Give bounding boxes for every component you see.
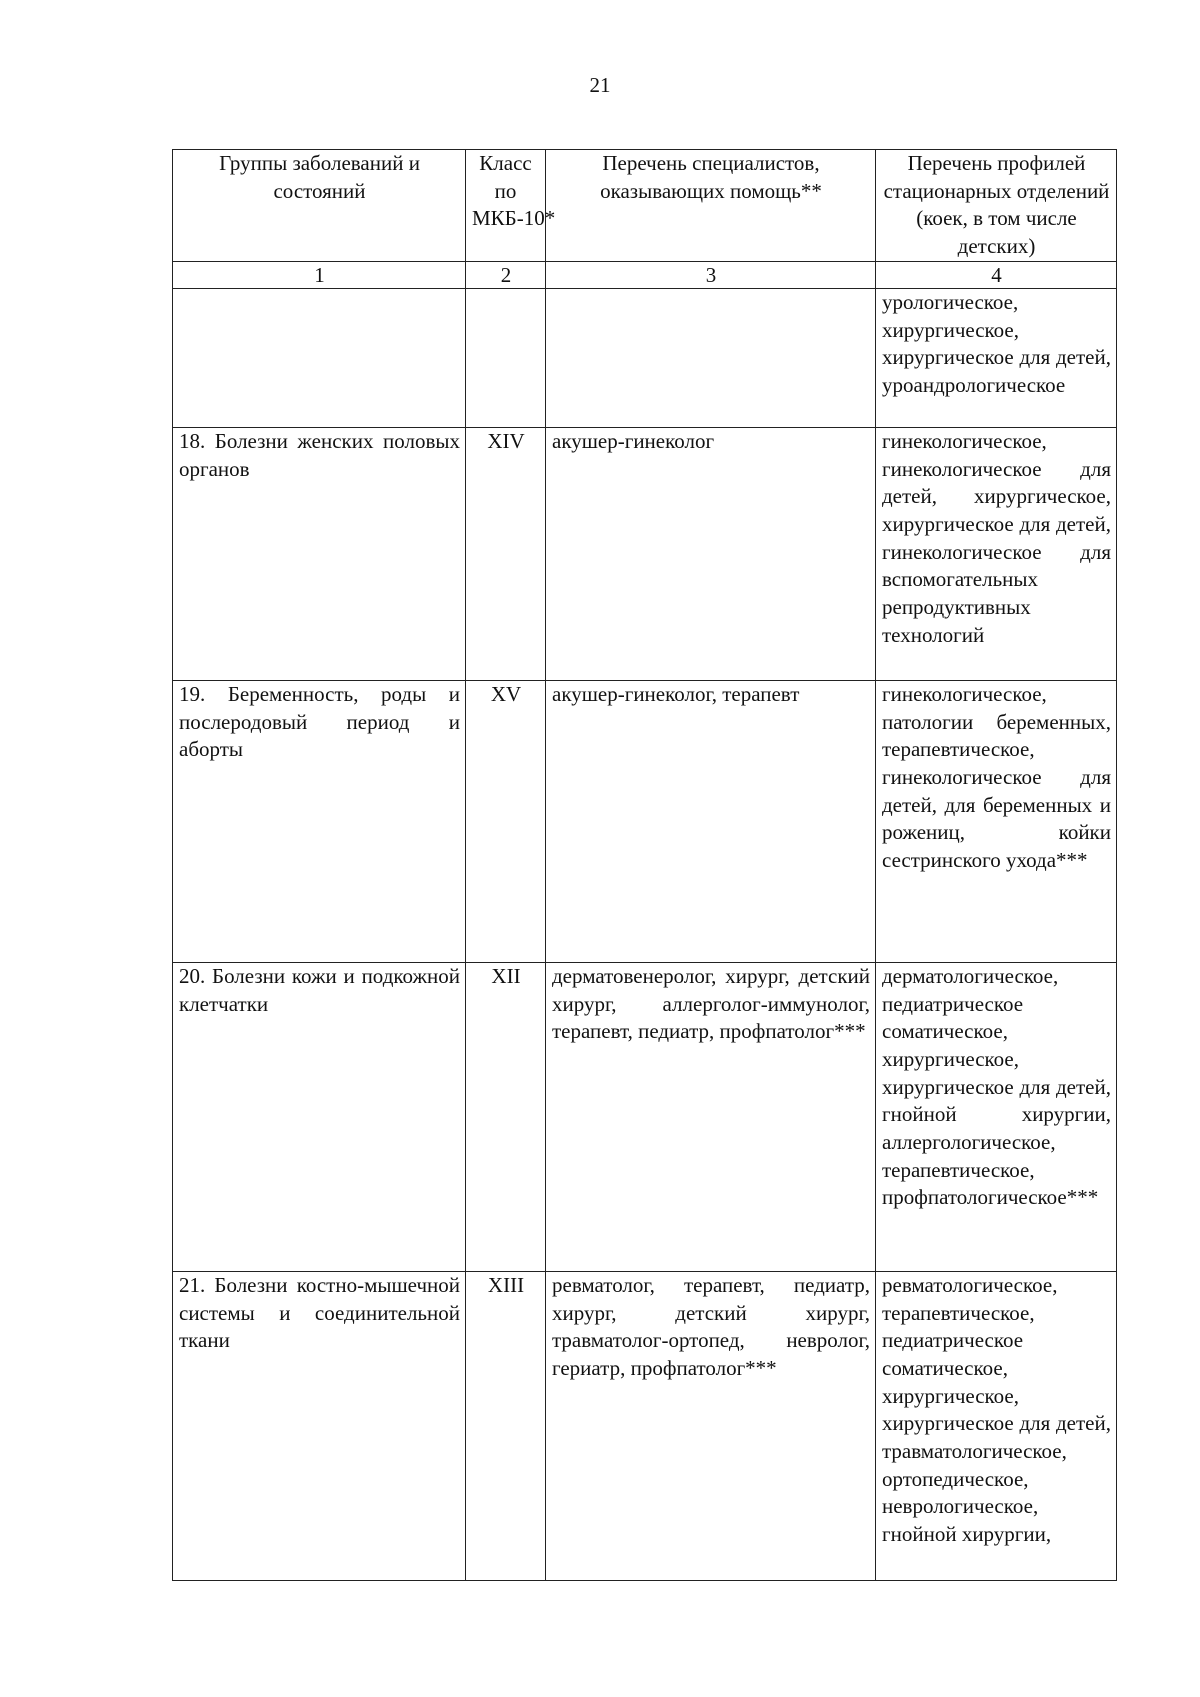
column-number-1: 1 [173, 261, 466, 288]
row-specialists: акушер-гинеколог, терапевт [546, 680, 876, 962]
row-class [466, 288, 546, 427]
row-group: 19. Беременность, роды и послеродовый период и аборты [173, 680, 466, 962]
row-profiles: гинекологическое, патологии беременных, терапевтическое, гинекологическое для детей, для беременных и рожениц, койки сестринского ухода*** [876, 680, 1117, 962]
header-groups: Группы заболеваний и состояний [173, 150, 466, 262]
row-specialists: ревматолог, терапевт, педиатр, хирург, детский хирург, травматолог-ортопед, невролог, гериатр, профпатолог*** [546, 1271, 876, 1580]
column-number-row [173, 261, 1117, 288]
header-icd-class: Класс по МКБ-10* [466, 150, 546, 262]
table-row [173, 962, 1117, 1271]
header-profiles: Перечень профилей стационарных отделений (коек, в том числе детских) [876, 150, 1117, 262]
row-profiles: дерматологическое, педиатрическое соматическое, хирургическое, хирургическое для детей, гнойной хирургии, аллергологическое, терапевтическое, профпатологическое*** [876, 962, 1117, 1271]
table-row [173, 1271, 1117, 1580]
table-header-row [173, 150, 1117, 262]
row-profiles: урологическое, хирургическое, хирургическое для детей, уроандрологическое [876, 288, 1117, 427]
row-specialists: акушер-гинеколог [546, 427, 876, 680]
row-specialists [546, 288, 876, 427]
column-number-2: 2 [466, 261, 546, 288]
column-number-3: 3 [546, 261, 876, 288]
table-row [173, 288, 1117, 427]
row-profiles: гинекологическое, гинекологическое для детей, хирургическое, хирургическое для детей, гинекологическое для вспомогательных репродуктивных технологий [876, 427, 1117, 680]
table-row [173, 680, 1117, 962]
row-class: XII [466, 962, 546, 1271]
row-group: 18. Болезни женских половых органов [173, 427, 466, 680]
column-number-4: 4 [876, 261, 1117, 288]
diseases-table [172, 149, 1117, 1581]
row-group: 21. Болезни костно-мышечной системы и соединительной ткани [173, 1271, 466, 1580]
row-group: 20. Болезни кожи и подкожной клетчатки [173, 962, 466, 1271]
row-group [173, 288, 466, 427]
row-class: XIII [466, 1271, 546, 1580]
table-row [173, 427, 1117, 680]
page-number: 21 [589, 73, 611, 97]
row-class: XIV [466, 427, 546, 680]
header-specialists: Перечень специалистов, оказывающих помощь** [546, 150, 876, 262]
row-specialists: дерматовенеролог, хирург, детский хирург, аллерголог-иммунолог, терапевт, педиатр, профпатолог*** [546, 962, 876, 1271]
row-class: XV [466, 680, 546, 962]
row-profiles: ревматологическое, терапевтическое, педиатрическое соматическое, хирургическое, хирургическое для детей, травматологическое, ортопедическое, неврологическое, гнойной хирургии, [876, 1271, 1117, 1580]
